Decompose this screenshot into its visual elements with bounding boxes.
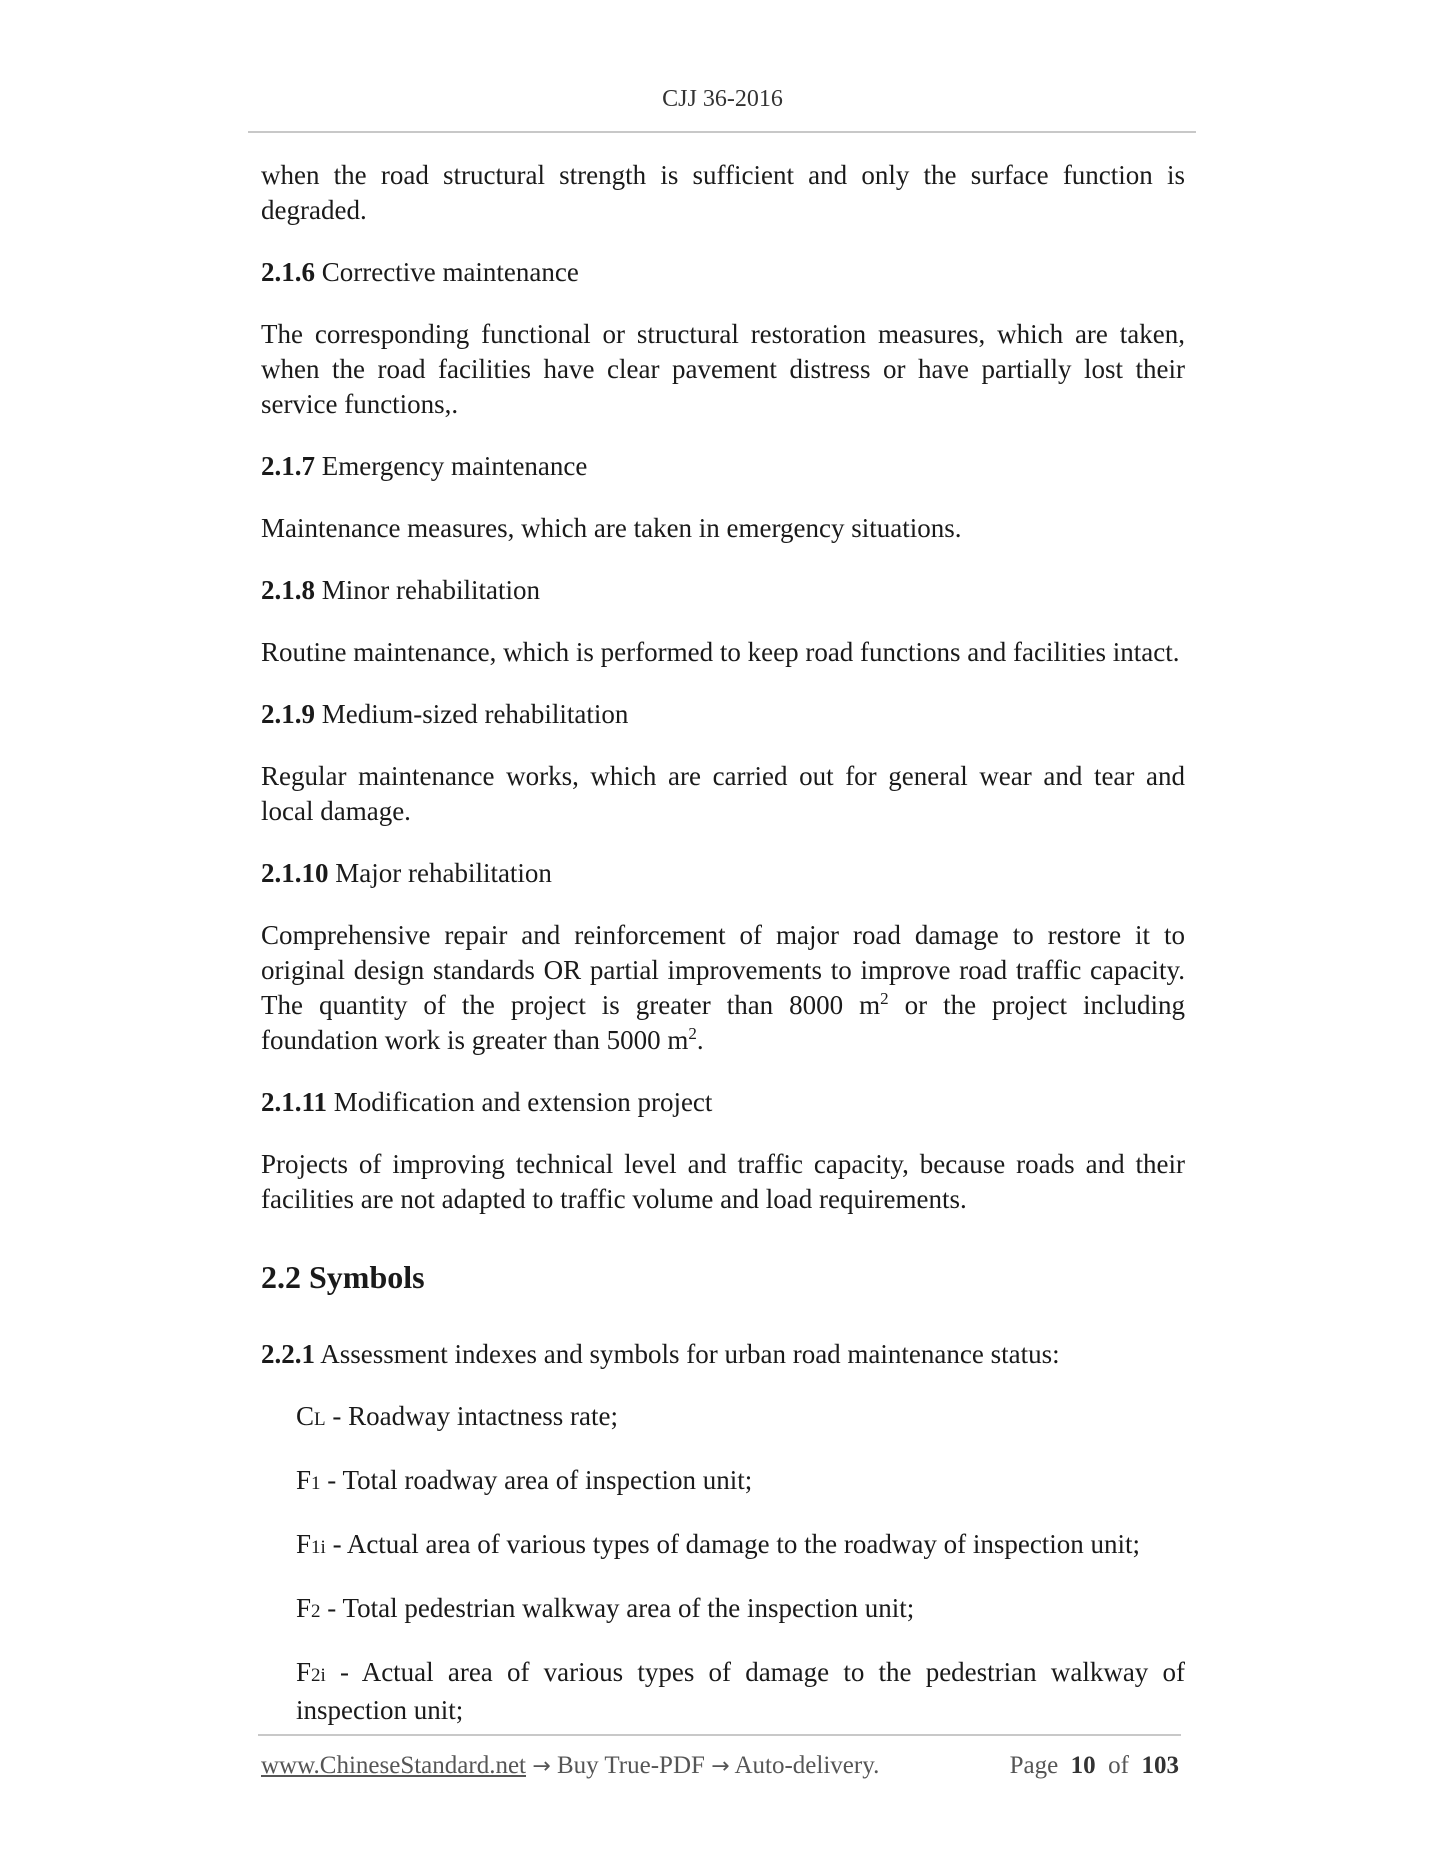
symbol-subscript: 2i [311,1665,326,1686]
symbol-subscript: L [314,1409,326,1430]
clause-heading-2-1-11 [261,1085,1185,1120]
symbol-subscript: 1 [311,1473,321,1494]
clause-number: 2.1.9 [261,699,315,729]
symbol-base: F [296,1593,312,1623]
footer-left [261,1752,879,1780]
symbol-description: - Actual area of various types of damage to the roadway of inspection unit; [325,1529,1141,1559]
clause-title: Major rehabilitation [335,858,552,888]
arrow-right-icon: → [711,1754,730,1779]
clause-text-2-1-11: Projects of improving technical level and traffic capacity, because roads and their facilities are not adapted to traffic volume and load requirements. [261,1149,1185,1214]
page-label: Page [1009,1752,1059,1779]
clause-number: 2.1.8 [261,575,315,605]
clause-heading-2-1-8 [261,573,1185,608]
symbol-item [296,1591,1185,1629]
clause-number: 2.1.11 [261,1087,328,1117]
clause-heading-2-1-10 [261,856,1185,891]
page-number: 10 [1070,1752,1096,1779]
page-body [261,158,1185,1754]
clause-text-2-1-6: The corresponding functional or structural restoration measures, which are taken, when the road facilities have clear pavement distress or have partially lost their service functions,. [261,319,1185,419]
header-divider [248,131,1196,133]
clause-number: 2.1.10 [261,858,329,888]
page-counter [1010,1752,1179,1780]
symbol-item [296,1399,1185,1437]
symbol-item [296,1463,1185,1501]
website-link[interactable]: www.ChineseStandard.net [261,1752,526,1779]
symbol-item [296,1527,1185,1565]
symbol-description: - Total pedestrian walkway area of the inspection unit; [320,1593,915,1623]
symbol-base: F [296,1529,312,1559]
clause-text-2-1-8: Routine maintenance, which is performed to keep road functions and facilities intact. [261,637,1180,667]
clause-text-2-1-10 [261,918,1185,1058]
clause-title: Emergency maintenance [321,451,588,481]
text-part: or the project including foundation work is greater than 5000 m [261,990,1185,1055]
continuation-paragraph: when the road structural strength is sufficient and only the surface function is degraded. [261,160,1185,225]
symbol-subscript: 2 [311,1601,321,1622]
footer-divider [258,1734,1181,1736]
symbol-subscript: 1i [311,1537,326,1558]
superscript: 2 [880,989,889,1008]
of-label: of [1108,1752,1129,1779]
clause-heading-2-1-7 [261,449,1185,484]
arrow-right-icon: → [532,1754,551,1779]
delivery-text: Auto-delivery. [734,1752,880,1779]
clause-title: Corrective maintenance [321,257,579,287]
clause-heading-2-1-6 [261,255,1185,290]
symbol-item [296,1655,1185,1728]
running-header: CJJ 36-2016 [662,86,783,112]
clause-number: 2.2.1 [261,1339,315,1369]
clause-heading-2-1-9 [261,697,1185,732]
clause-title: Medium-sized rehabilitation [321,699,629,729]
symbol-base: F [296,1657,312,1687]
clause-text-2-1-9: Regular maintenance works, which are carried out for general wear and tear and local damage. [261,761,1185,826]
buy-text: Buy True-PDF [556,1752,705,1779]
text-part: . [696,1025,704,1055]
clause-text-2-1-7: Maintenance measures, which are taken in emergency situations. [261,513,962,543]
section-heading-symbols: 2.2 Symbols [261,1259,425,1295]
clause-title: Assessment indexes and symbols for urban road maintenance status: [320,1339,1060,1369]
symbol-description: - Actual area of various types of damage to the pedestrian walkway of inspection unit; [296,1657,1185,1725]
symbol-description: - Roadway intactness rate; [325,1401,619,1431]
symbol-base: F [296,1465,312,1495]
symbol-description: - Total roadway area of inspection unit; [320,1465,753,1495]
clause-title: Modification and extension project [333,1087,713,1117]
text-part: Comprehensive repair and reinforcement of major road damage to restore it to original design standards OR partial improvements to improve road traffic capacity. The quantity of the project is greater than 8000 m [261,920,1185,1020]
page-total: 103 [1141,1752,1179,1779]
clause-heading-2-2-1 [261,1337,1185,1372]
superscript: 2 [688,1024,697,1043]
clause-number: 2.1.7 [261,451,315,481]
clause-title: Minor rehabilitation [321,575,540,605]
symbol-base: C [296,1401,315,1431]
clause-number: 2.1.6 [261,257,315,287]
